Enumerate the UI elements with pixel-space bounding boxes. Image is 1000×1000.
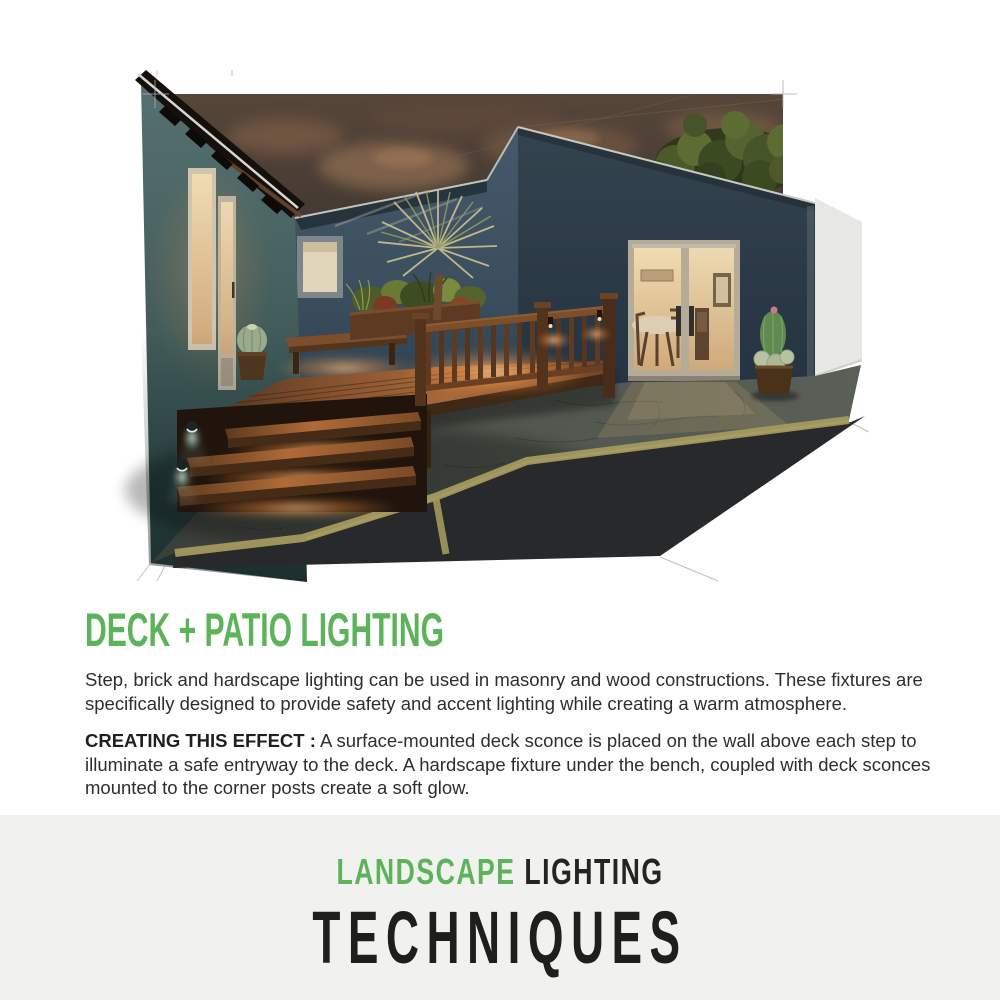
brand-word-lighting: LIGHTING xyxy=(524,851,664,892)
series-brand-line xyxy=(130,851,870,893)
series-footer xyxy=(0,815,1000,1000)
description-section xyxy=(85,603,937,814)
cutaway-wall-panel xyxy=(815,198,862,376)
brand-word-landscape: LANDSCAPE xyxy=(336,851,516,892)
series-title: TECHNIQUES xyxy=(312,896,688,979)
effect-paragraph xyxy=(85,729,937,800)
effect-text: A surface-mounted deck sconce is placed on the wall above each step to illuminate a safe entryway to the deck. A hardscape fixture under the bench, coupled with deck sconces mounted to the corner posts create a soft glow. xyxy=(85,730,931,798)
deck-steps xyxy=(177,394,427,519)
intro-paragraph: Step, brick and hardscape lighting can be used in masonry and wood constructions. These fixtures are specifically designed to provide safety and accent lighting while creating a warm atmosphere. xyxy=(85,669,923,714)
effect-label: CREATING THIS EFFECT : xyxy=(85,730,316,751)
tall-window xyxy=(188,168,216,350)
ball-cactus xyxy=(237,324,267,380)
section-heading: DECK + PATIO LIGHTING xyxy=(85,603,445,656)
small-window xyxy=(297,236,343,298)
french-doors xyxy=(628,240,740,381)
deck-patio-illustration xyxy=(135,70,870,582)
